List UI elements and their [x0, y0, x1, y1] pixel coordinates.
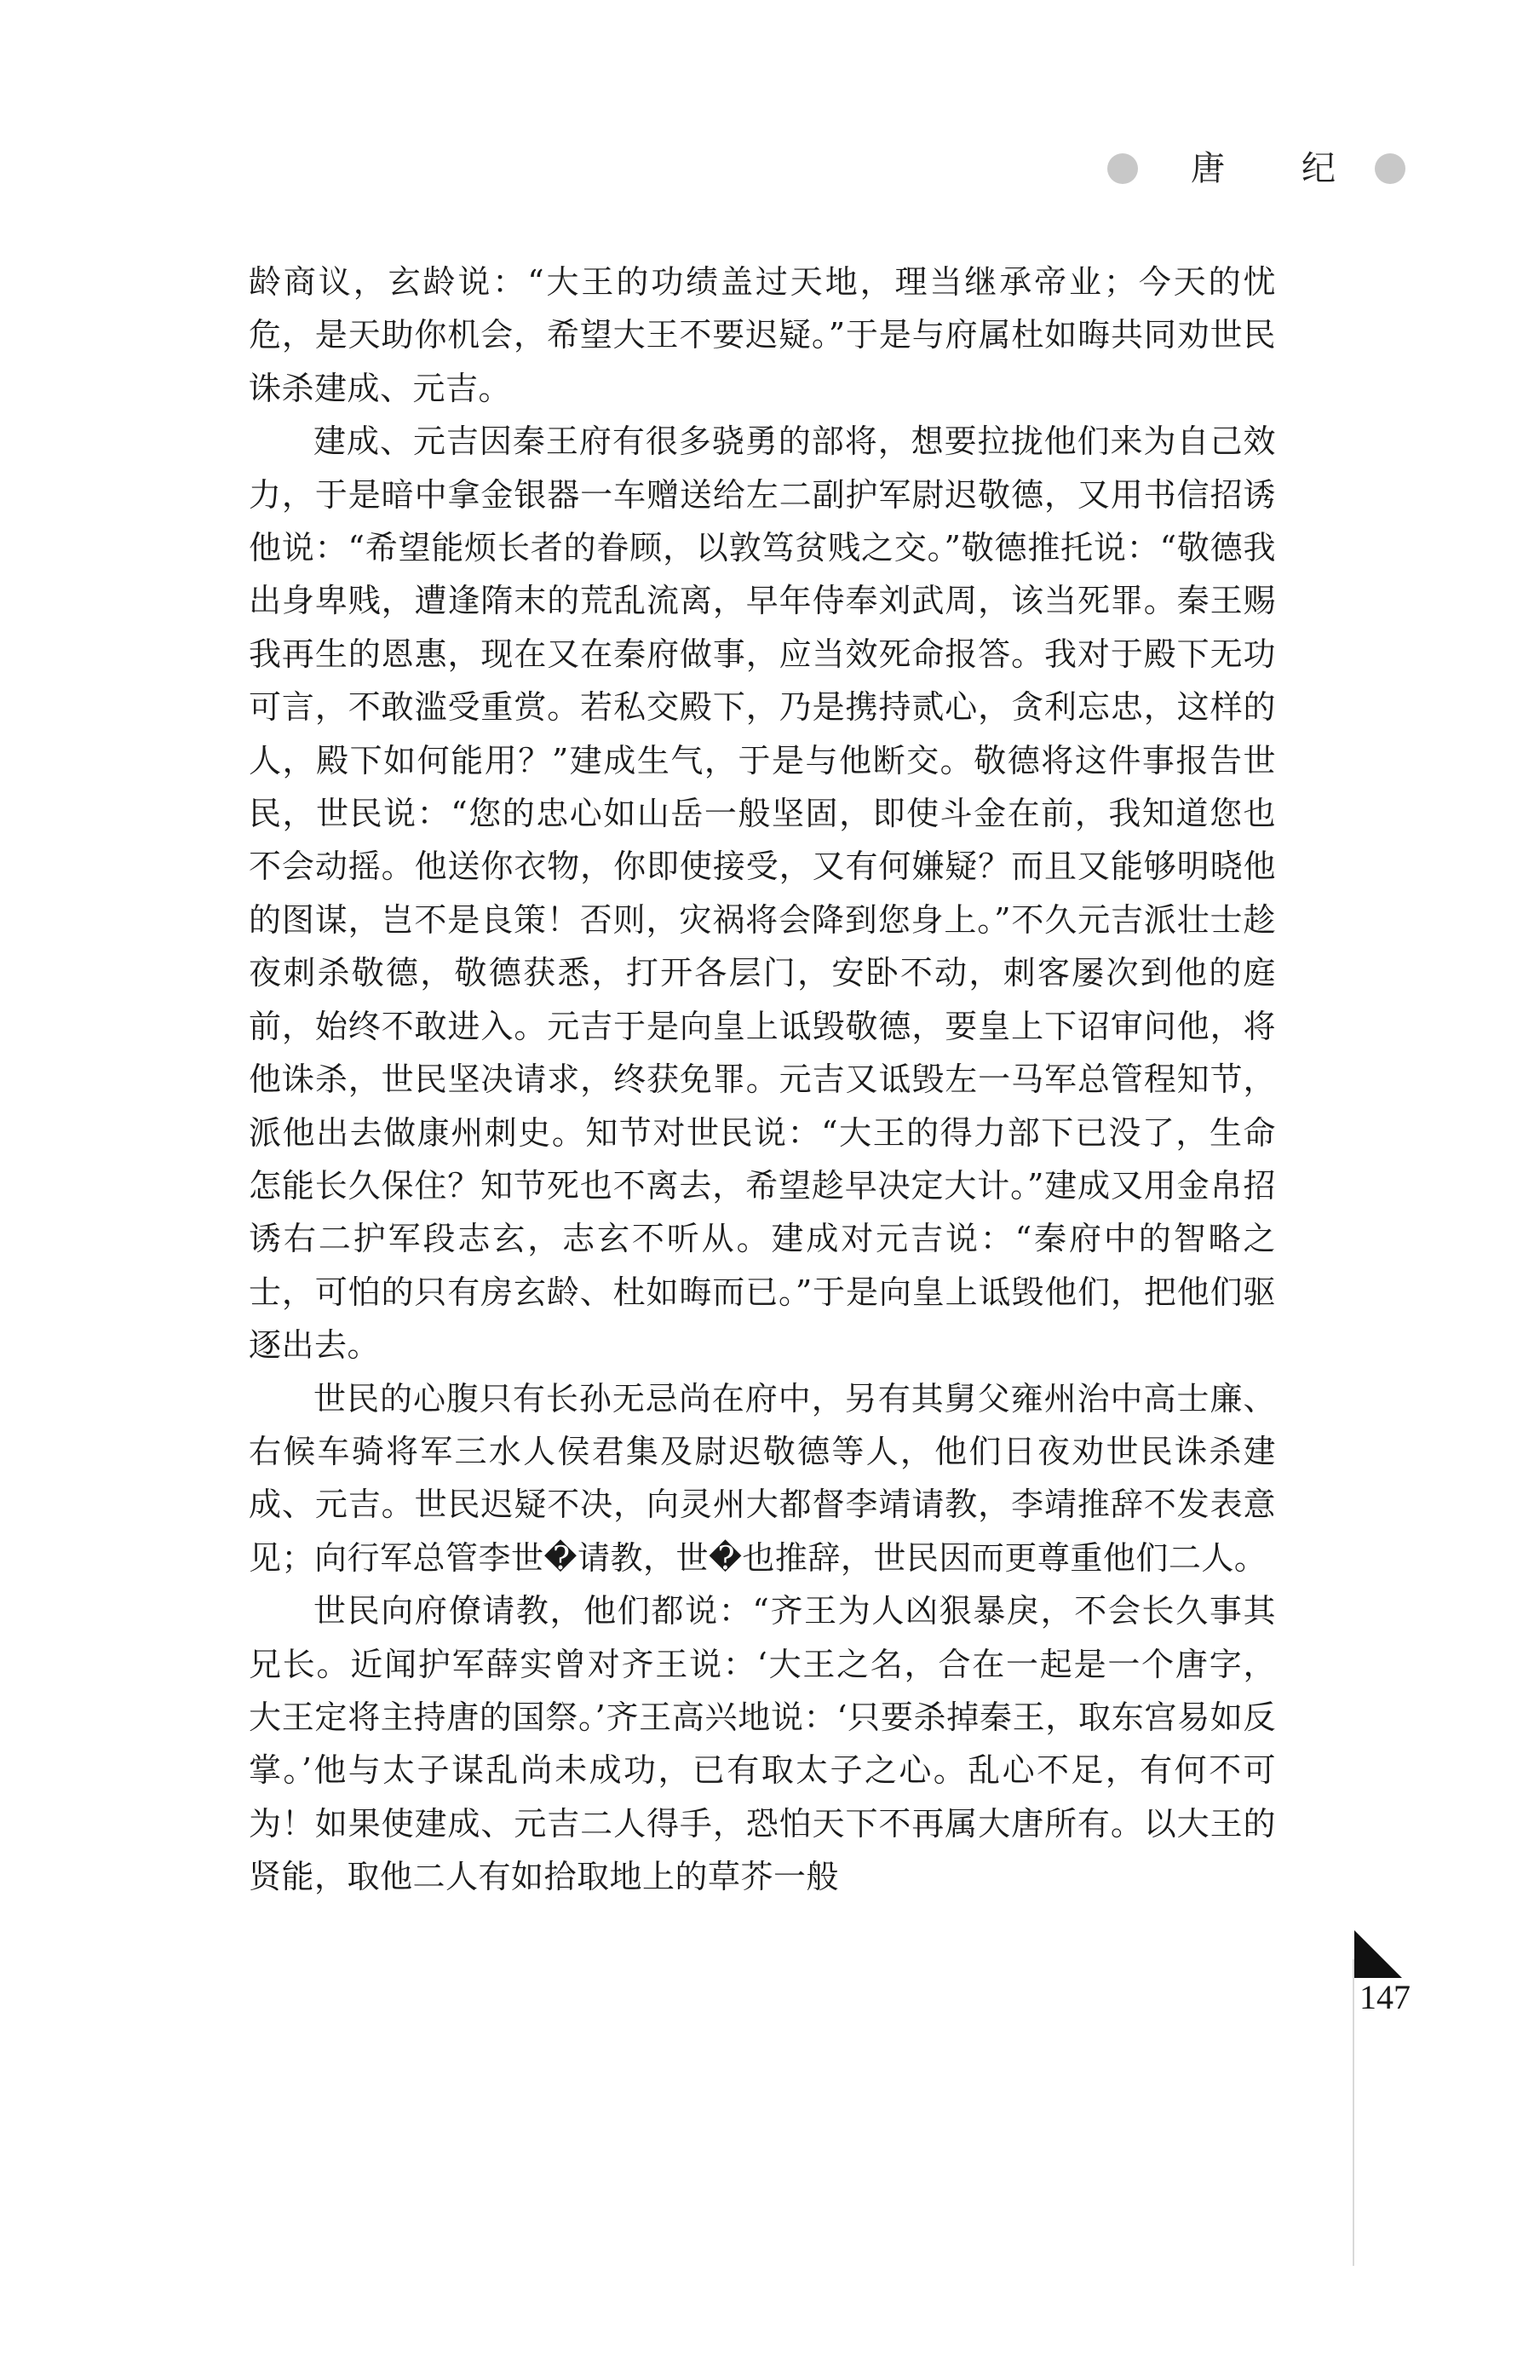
- paragraph-4: 世民向府僚请教，他们都说：“齐王为人凶狠暴戾，不会长久事其兄长。近闻护军薛实曾对齐王说：‘大王之名，合在一起是一个唐字，大王定将主持唐的国祭。’齐王高兴地说：‘只要杀掉秦王，取东宫易如反掌。’他与太子谋乱尚未成功，已有取太子之心。乱心不足，有何不可为！如果使建成、元吉二人得手，恐怕天下不再属大唐所有。以大王的贤能，取他二人有如拾取地上的草芥一般: [249, 1592, 1276, 1896]
- page-corner-triangle-marker: [1354, 1930, 1402, 1978]
- header-right-dot-ornament: [1375, 153, 1405, 184]
- running-header: [1107, 145, 1431, 196]
- paragraph-1: 龄商议，玄龄说：“大王的功绩盖过天地，理当继承帝业；今天的忧危，是天助你机会，希望大王不要迟疑。”于是与府属杜如晦共同劝世民诛杀建成、元吉。: [249, 263, 1276, 407]
- page-margin-rule: [1353, 1959, 1354, 2266]
- header-title-char-1: 唐: [1191, 149, 1225, 188]
- paragraph-2: 建成、元吉因秦王府有很多骁勇的部将，想要拉拢他们来为自己效力，于是暗中拿金银器一车赠送给左二副护军尉迟敬德，又用书信招诱他说：“希望能烦长者的眷顾，以敦笃贫贱之交。”敬德推托说：“敬德我出身卑贱，遭逢隋末的荒乱流离，早年侍奉刘武周，该当死罪。秦王赐我再生的恩惠，现在又在秦府做事，应当效死命报答。我对于殿下无功可言，不敢滥受重赏。若私交殿下，乃是携持贰心，贪利忘忠，这样的人，殿下如何能用？”建成生气，于是与他断交。敬德将这件事报告世民，世民说：“您的忠心如山岳一般坚固，即使斗金在前，我知道您也不会动摇。他送你衣物，你即使接受，又有何嫌疑？而且又能够明晓他的图谋，岂不是良策！否则，灾祸将会降到您身上。”不久元吉派壮士趁夜刺杀敬德，敬德获悉，打开各层门，安卧不动，刺客屡次到他的庭前，始终不敢进入。元吉于是向皇上诋毁敬德，要皇上下诏审问他，将他诛杀，世民坚决请求，终获免罪。元吉又诋毁左一马军总管程知节，派他出去做康州刺史。知节对世民说：“大王的得力部下已没了，生命怎能长久保住？知节死也不离去，希望趁早决定大计。”建成又用金帛招诱右二护军段志玄，志玄不听从。建成对元吉说：“秦府中的智略之士，可怕的只有房玄龄、杜如晦而已。”于是向皇上诋毁他们，把他们驱逐出去。: [249, 423, 1276, 1365]
- page-number: 147: [1359, 1978, 1411, 2016]
- body-text: [249, 256, 1276, 1904]
- paragraph-3: 世民的心腹只有长孙无忌尚在府中，另有其舅父雍州治中高士廉、右候车骑将军三水人侯君集及尉迟敬德等人，他们日夜劝世民诛杀建成、元吉。世民迟疑不决，向灵州大都督李靖请教，李靖推辞不发表意见；向行军总管李世�请教，世�也推辞，世民因而更尊重他们二人。: [249, 1379, 1276, 1577]
- header-title-char-2: 纪: [1302, 149, 1336, 188]
- header-left-dot-ornament: [1107, 153, 1138, 184]
